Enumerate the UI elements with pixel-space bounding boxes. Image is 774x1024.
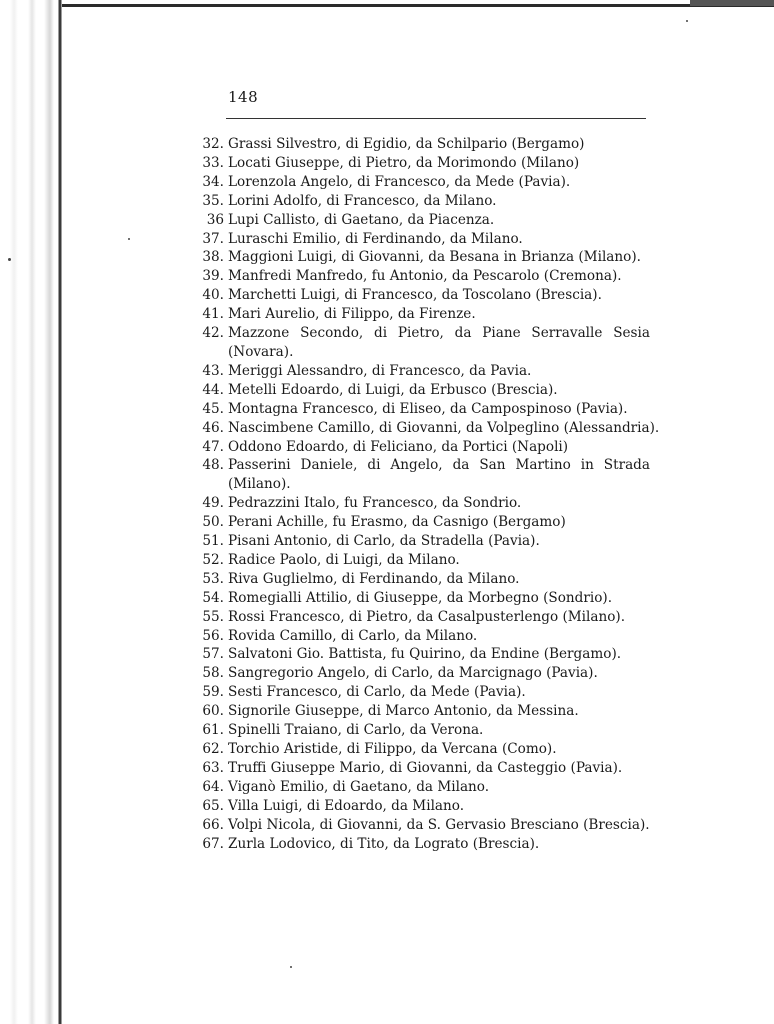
list-item: [190, 702, 650, 721]
entry-number: 37.: [202, 230, 224, 247]
list-item: [190, 211, 650, 230]
entry-number: 55.: [202, 608, 224, 625]
list-item: [190, 362, 650, 381]
entry-number: 34.: [202, 173, 224, 190]
list-item: [190, 759, 650, 778]
list-item: [190, 381, 650, 400]
entry-number: 64.: [202, 778, 224, 795]
entry-number: 47.: [202, 438, 224, 455]
entry-number: 42.: [202, 325, 224, 342]
entry-text: Oddono Edoardo, di Feliciano, da Portici (Napoli): [228, 438, 569, 455]
entry-text: Locati Giuseppe, di Pietro, da Morimondo (Milano): [228, 154, 580, 171]
entry-number: 59.: [202, 684, 224, 701]
header-rule: [226, 118, 646, 119]
list-item: [190, 683, 650, 702]
entry-number: 44.: [202, 381, 224, 398]
entry-number: 36: [206, 211, 224, 228]
entry-text: Spinelli Traiano, di Carlo, da Verona.: [228, 722, 484, 739]
list-item: [190, 532, 650, 551]
list-item: [190, 230, 650, 249]
list-item: [190, 419, 660, 438]
entry-number: 61.: [202, 722, 224, 739]
page-number: 148: [228, 88, 259, 106]
entry-number: 56.: [202, 627, 224, 644]
list-item: [190, 570, 650, 589]
list-item: [190, 551, 650, 570]
entry-text-line: Mazzone Secondo, di Pietro, da Piane Serravalle Sesia: [228, 325, 650, 342]
scan-speck: [686, 20, 688, 22]
entry-number: 50.: [202, 514, 224, 531]
entry-text: Romegialli Attilio, di Giuseppe, da Morbegno (Sondrio).: [228, 589, 613, 606]
list-item: [190, 267, 650, 286]
entry-number: 60.: [202, 703, 224, 720]
entry-number: 52.: [202, 551, 224, 568]
entry-text: Sesti Francesco, di Carlo, da Mede (Pavia).: [228, 684, 526, 701]
entry-text: Volpi Nicola, di Giovanni, da S. Gervasio Bresciano (Brescia).: [228, 816, 650, 833]
list-item: [190, 286, 650, 305]
entry-text: Zurla Lodovico, di Tito, da Lograto (Brescia).: [228, 835, 540, 852]
list-item: [190, 513, 650, 532]
entry-text: Lupi Callisto, di Gaetano, da Piacenza.: [228, 211, 495, 228]
entry-text: Torchio Aristide, di Filippo, da Vercana (Como).: [228, 741, 557, 757]
list-item: [190, 816, 650, 835]
entry-text: Signorile Giuseppe, di Marco Antonio, da Messina.: [228, 703, 579, 720]
entry-text: [228, 456, 650, 494]
entry-text: Meriggi Alessandro, di Francesco, da Pavia.: [228, 362, 532, 379]
list-item: [190, 173, 650, 192]
list-item: [190, 305, 650, 324]
entry-text: Sangregorio Angelo, di Carlo, da Marcignago (Pavia).: [228, 665, 598, 682]
list-item: [190, 608, 650, 627]
list-item: [190, 645, 650, 664]
list-item: [190, 589, 650, 608]
entry-number: 45.: [202, 400, 224, 417]
entry-text: Perani Achille, fu Erasmo, da Casnigo (Bergamo): [228, 514, 566, 531]
entry-text: Radice Paolo, di Luigi, da Milano.: [228, 551, 460, 568]
list-item: [190, 778, 650, 797]
entry-text: Rossi Francesco, di Pietro, da Casalpusterlengo (Milano).: [228, 608, 626, 625]
entry-number: 39.: [202, 268, 224, 285]
entry-text: [228, 324, 650, 362]
entry-text: Manfredi Manfredo, fu Antonio, da Pescarolo (Cremona).: [228, 268, 622, 285]
scan-speck: [128, 238, 130, 240]
entry-text: Riva Guglielmo, di Ferdinando, da Milano.: [228, 570, 520, 587]
entry-number: 67.: [202, 835, 224, 852]
entry-number: 33.: [202, 154, 224, 171]
scan-speck: [8, 258, 11, 261]
entry-text: Lorenzola Angelo, di Francesco, da Mede (Pavia).: [228, 173, 571, 190]
list-item: [190, 135, 650, 154]
entry-text: Metelli Edoardo, di Luigi, da Erbusco (Brescia).: [228, 381, 558, 398]
entry-number: 57.: [202, 646, 224, 663]
entry-text: Pedrazzini Italo, fu Francesco, da Sondrio.: [228, 495, 522, 512]
list-item: [190, 627, 650, 646]
entry-number: 63.: [202, 759, 224, 776]
page-top-edge-shadow: [690, 0, 774, 6]
entry-text: Truffi Giuseppe Mario, di Giovanni, da Casteggio (Pavia).: [228, 759, 623, 776]
entry-text: Viganò Emilio, di Gaetano, da Milano.: [228, 778, 490, 795]
entry-number: 40.: [202, 287, 224, 304]
book-binding-edge: [0, 0, 62, 1024]
entry-list: [190, 135, 660, 853]
entry-text: Lorini Adolfo, di Francesco, da Milano.: [228, 192, 497, 209]
entry-number: 65.: [202, 797, 224, 814]
list-item: [190, 438, 650, 457]
scan-speck: [290, 966, 292, 968]
list-item: [190, 740, 650, 759]
list-item: [190, 721, 650, 740]
entry-text-continuation: (Milano).: [228, 476, 291, 493]
entry-number: 41.: [202, 306, 224, 323]
entry-number: 54.: [202, 589, 224, 606]
entry-text: Maggioni Luigi, di Giovanni, da Besana in Brianza (Milano).: [228, 249, 641, 266]
entry-number: 32.: [202, 136, 224, 152]
entry-text: Montagna Francesco, di Eliseo, da Campospinoso (Pavia).: [228, 400, 628, 417]
entry-number: 46.: [202, 419, 224, 436]
entry-number: 43.: [202, 362, 224, 379]
list-item: [190, 400, 650, 419]
entry-text: Nascimbene Camillo, di Giovanni, da Volpeglino (Alessandria).: [228, 419, 660, 436]
list-item: [190, 324, 650, 362]
entry-text-line: Passerini Daniele, di Angelo, da San Martino in Strada: [228, 457, 650, 474]
entry-text: Mari Aurelio, di Filippo, da Firenze.: [228, 306, 476, 323]
entry-text: Rovida Camillo, di Carlo, da Milano.: [228, 627, 478, 644]
list-item: [190, 456, 650, 494]
entry-text: Pisani Antonio, di Carlo, da Stradella (Pavia).: [228, 533, 540, 550]
entry-text: Marchetti Luigi, di Francesco, da Toscolano (Brescia).: [228, 287, 602, 304]
list-item: [190, 797, 650, 816]
list-item: [190, 154, 650, 173]
entry-number: 38.: [202, 249, 224, 266]
entry-number: 66.: [202, 816, 224, 833]
list-item: [190, 494, 650, 513]
entry-text: Grassi Silvestro, di Egidio, da Schilpario (Bergamo): [228, 136, 585, 152]
list-item: [190, 664, 650, 683]
list-item: [190, 835, 650, 854]
entry-text: Salvatoni Gio. Battista, fu Quirino, da Endine (Bergamo).: [228, 646, 622, 663]
entry-text: Luraschi Emilio, di Ferdinando, da Milano.: [228, 230, 523, 247]
entry-number: 35.: [202, 192, 224, 209]
page-top-edge: [62, 4, 774, 7]
list-item: [190, 192, 650, 211]
entry-number: 49.: [202, 495, 224, 512]
entry-text-continuation: (Novara).: [228, 343, 294, 360]
entry-number: 58.: [202, 665, 224, 682]
entry-number: 48.: [202, 457, 224, 474]
list-item: [190, 248, 650, 267]
entry-number: 53.: [202, 570, 224, 587]
entry-number: 51.: [202, 533, 224, 550]
entry-text: Villa Luigi, di Edoardo, da Milano.: [228, 797, 465, 814]
entry-number: 62.: [202, 741, 224, 757]
